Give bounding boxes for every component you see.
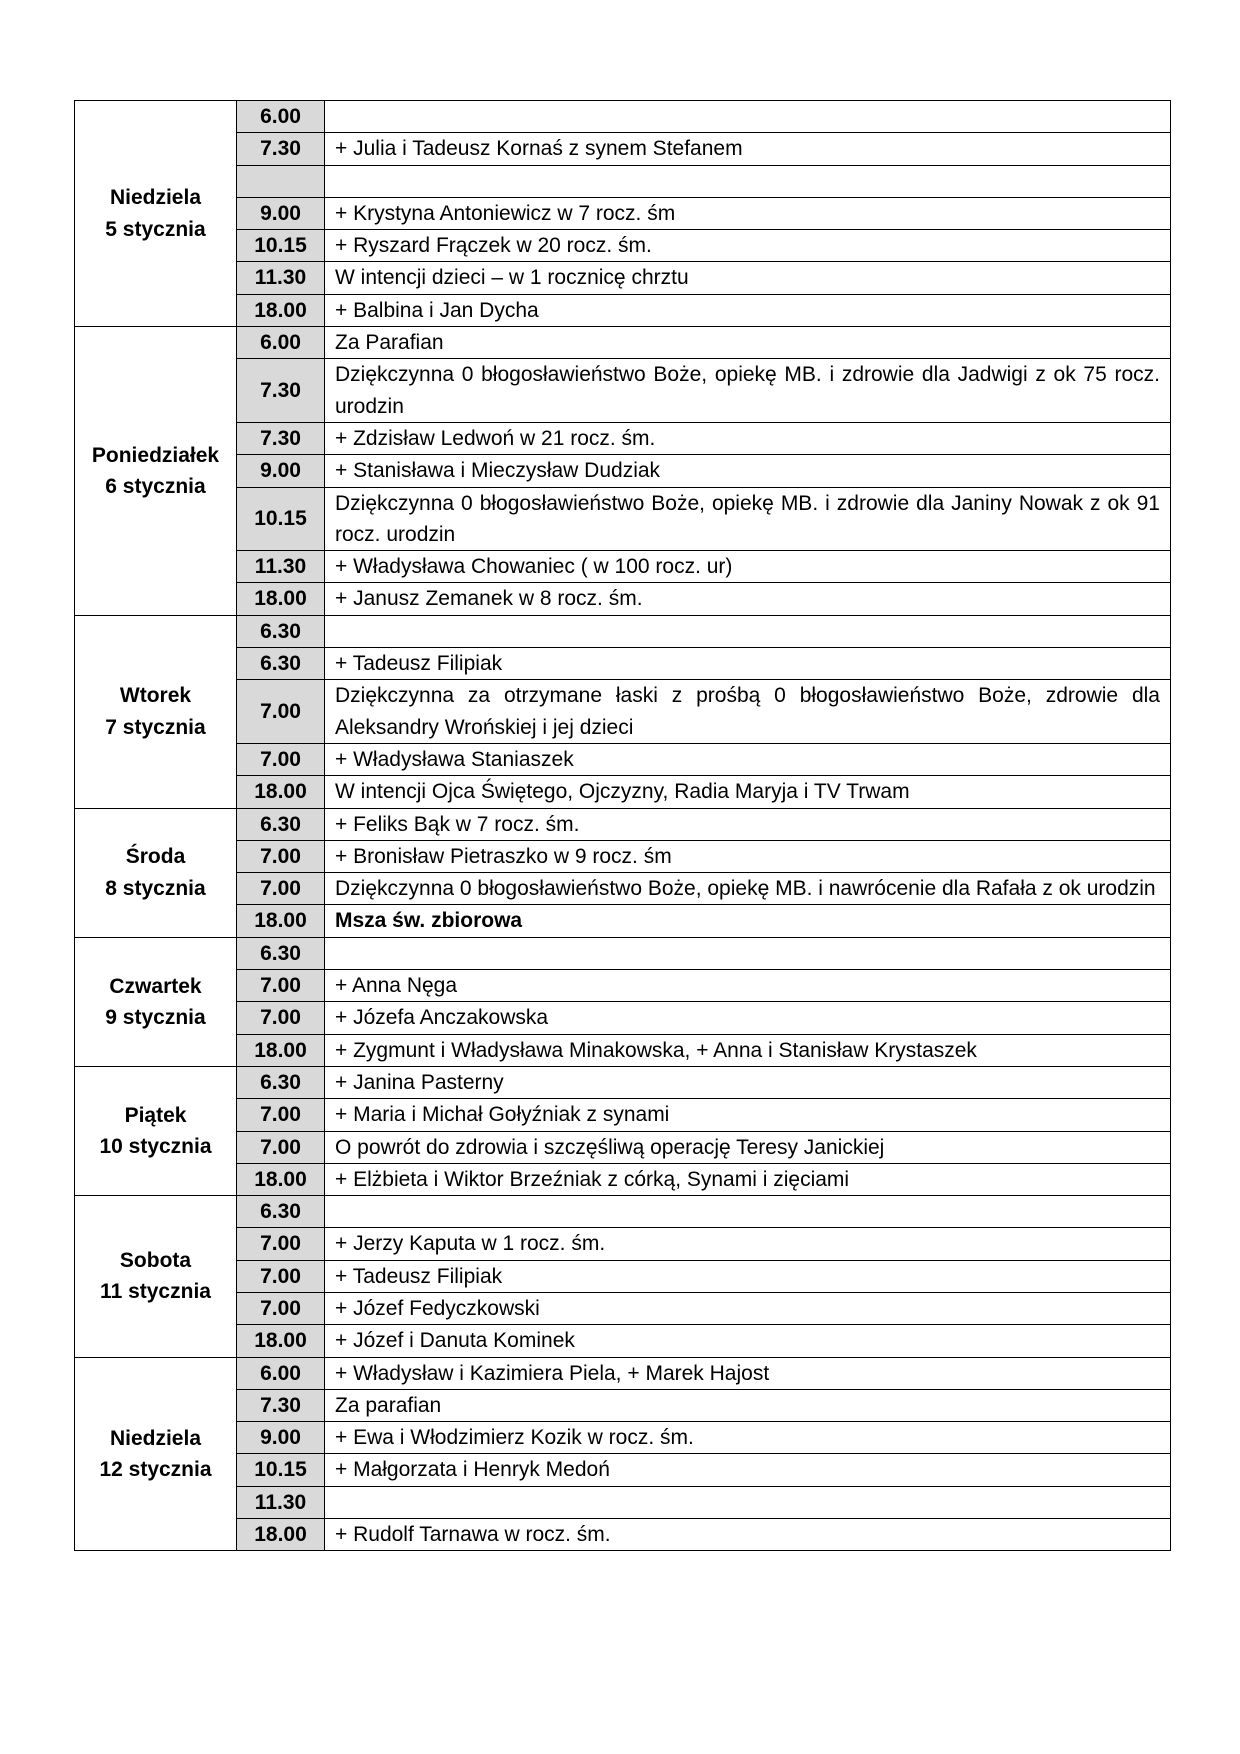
day-date: 9 stycznia	[105, 1005, 206, 1029]
mass-intention: + Ewa i Włodzimierz Kozik w rocz. śm.	[325, 1422, 1171, 1454]
table-row	[75, 1131, 1171, 1163]
mass-time: 7.00	[237, 840, 325, 872]
mass-time: 7.00	[237, 1099, 325, 1131]
table-row	[75, 905, 1171, 937]
mass-intention: Msza św. zbiorowa	[325, 905, 1171, 937]
mass-intention: + Elżbieta i Wiktor Brzeźniak z córką, Synami i zięciami	[325, 1163, 1171, 1195]
table-row	[75, 327, 1171, 359]
day-cell	[75, 101, 237, 327]
day-date: 7 stycznia	[105, 715, 206, 739]
mass-time: 18.00	[237, 776, 325, 808]
mass-intention: + Anna Nęga	[325, 970, 1171, 1002]
day-date: 8 stycznia	[105, 876, 206, 900]
table-row	[75, 422, 1171, 454]
mass-time: 7.00	[237, 1228, 325, 1260]
day-name: Poniedziałek	[91, 443, 220, 467]
table-row	[75, 873, 1171, 905]
table-row	[75, 1292, 1171, 1324]
day-cell	[75, 615, 237, 808]
mass-intention: + Rudolf Tarnawa w rocz. śm.	[325, 1519, 1171, 1551]
table-row	[75, 1389, 1171, 1421]
mass-intention: W intencji Ojca Świętego, Ojczyzny, Radia Maryja i TV Trwam	[325, 776, 1171, 808]
table-row	[75, 1454, 1171, 1486]
mass-intention: + Bronisław Pietraszko w 9 rocz. śm	[325, 840, 1171, 872]
mass-time: 6.30	[237, 1066, 325, 1098]
table-row	[75, 197, 1171, 229]
table-row	[75, 1196, 1171, 1228]
mass-time: 9.00	[237, 197, 325, 229]
table-row	[75, 970, 1171, 1002]
mass-time: 6.30	[237, 937, 325, 969]
mass-intention	[325, 1486, 1171, 1518]
mass-intention: + Krystyna Antoniewicz w 7 rocz. śm	[325, 197, 1171, 229]
mass-intention: + Julia i Tadeusz Kornaś z synem Stefanem	[325, 133, 1171, 165]
table-row	[75, 937, 1171, 969]
mass-time: 6.00	[237, 327, 325, 359]
mass-time: 9.00	[237, 455, 325, 487]
table-row	[75, 487, 1171, 551]
table-row	[75, 743, 1171, 775]
mass-time: 7.00	[237, 1002, 325, 1034]
mass-time: 7.00	[237, 680, 325, 744]
table-row	[75, 551, 1171, 583]
table-row	[75, 1163, 1171, 1195]
mass-intention: + Zdzisław Ledwoń w 21 rocz. śm.	[325, 422, 1171, 454]
mass-intention: + Jerzy Kaputa w 1 rocz. śm.	[325, 1228, 1171, 1260]
day-name: Środa	[125, 845, 186, 869]
mass-time: 7.00	[237, 1131, 325, 1163]
mass-intention: + Janusz Zemanek w 8 rocz. śm.	[325, 583, 1171, 615]
table-row	[75, 1260, 1171, 1292]
mass-intention	[325, 165, 1171, 197]
mass-time: 18.00	[237, 1163, 325, 1195]
table-row	[75, 1034, 1171, 1066]
table-row	[75, 230, 1171, 262]
mass-time: 6.30	[237, 808, 325, 840]
table-row	[75, 1519, 1171, 1551]
table-row	[75, 294, 1171, 326]
mass-time: 11.30	[237, 1486, 325, 1518]
table-row	[75, 1357, 1171, 1389]
table-row	[75, 359, 1171, 423]
table-row	[75, 1486, 1171, 1518]
mass-time: 7.00	[237, 743, 325, 775]
mass-intention: W intencji dzieci – w 1 rocznicę chrztu	[325, 262, 1171, 294]
mass-time: 7.00	[237, 1260, 325, 1292]
day-date: 6 stycznia	[105, 474, 206, 498]
mass-time: 7.00	[237, 1292, 325, 1324]
mass-intention: + Władysława Staniaszek	[325, 743, 1171, 775]
mass-intention: + Zygmunt i Władysława Minakowska, + Anna i Stanisław Krystaszek	[325, 1034, 1171, 1066]
table-row	[75, 101, 1171, 133]
mass-time	[237, 165, 325, 197]
table-row	[75, 1325, 1171, 1357]
table-row	[75, 262, 1171, 294]
mass-intention: + Tadeusz Filipiak	[325, 648, 1171, 680]
day-cell	[75, 808, 237, 937]
mass-schedule-table	[74, 100, 1171, 1551]
mass-time: 18.00	[237, 1325, 325, 1357]
mass-time: 7.30	[237, 359, 325, 423]
mass-time: 6.30	[237, 615, 325, 647]
day-cell	[75, 937, 237, 1066]
table-row	[75, 1002, 1171, 1034]
mass-intention	[325, 937, 1171, 969]
mass-intention: + Władysław i Kazimiera Piela, + Marek Hajost	[325, 1357, 1171, 1389]
mass-intention	[325, 1196, 1171, 1228]
mass-intention: Za Parafian	[325, 327, 1171, 359]
day-date: 10 stycznia	[99, 1135, 212, 1158]
mass-intention: + Ryszard Frączek w 20 rocz. śm.	[325, 230, 1171, 262]
day-name: Piątek	[124, 1103, 187, 1127]
day-name: Czwartek	[109, 974, 202, 998]
table-row	[75, 583, 1171, 615]
day-date: 5 stycznia	[105, 217, 206, 241]
mass-intention: Dziękczynna za otrzymane łaski z prośbą 0 błogosławieństwo Boże, zdrowie dla Aleksandry Wrońskiej i jej dzieci	[325, 680, 1171, 744]
mass-time: 7.00	[237, 970, 325, 1002]
mass-time: 7.30	[237, 133, 325, 165]
mass-intention: + Balbina i Jan Dycha	[325, 294, 1171, 326]
day-cell	[75, 327, 237, 616]
mass-intention	[325, 101, 1171, 133]
mass-intention: + Feliks Bąk w 7 rocz. śm.	[325, 808, 1171, 840]
mass-time: 7.30	[237, 422, 325, 454]
day-name: Niedziela	[109, 1426, 202, 1450]
day-date: 11 stycznia	[100, 1280, 211, 1304]
table-row	[75, 648, 1171, 680]
table-row	[75, 1099, 1171, 1131]
mass-time: 10.15	[237, 1454, 325, 1486]
day-cell	[75, 1196, 237, 1357]
mass-intention: + Stanisława i Mieczysław Dudziak	[325, 455, 1171, 487]
mass-intention: + Janina Pasterny	[325, 1066, 1171, 1098]
mass-time: 18.00	[237, 1519, 325, 1551]
table-row	[75, 840, 1171, 872]
mass-intention: + Tadeusz Filipiak	[325, 1260, 1171, 1292]
mass-intention: + Józefa Anczakowska	[325, 1002, 1171, 1034]
day-name: Sobota	[119, 1249, 192, 1273]
mass-intention: + Małgorzata i Henryk Medoń	[325, 1454, 1171, 1486]
table-row	[75, 1066, 1171, 1098]
mass-intention: Dziękczynna 0 błogosławieństwo Boże, opiekę MB. i zdrowie dla Jadwigi z ok 75 rocz. urodzin	[325, 359, 1171, 423]
mass-time: 6.30	[237, 648, 325, 680]
mass-time: 6.00	[237, 1357, 325, 1389]
table-row	[75, 808, 1171, 840]
mass-time: 18.00	[237, 905, 325, 937]
mass-intention: O powrót do zdrowia i szczęśliwą operację Teresy Janickiej	[325, 1131, 1171, 1163]
mass-intention: Dziękczynna 0 błogosławieństwo Boże, opiekę MB. i nawrócenie dla Rafała z ok urodzin	[325, 873, 1171, 905]
mass-time: 11.30	[237, 262, 325, 294]
table-row	[75, 165, 1171, 197]
day-name: Niedziela	[109, 186, 202, 210]
mass-intention	[325, 615, 1171, 647]
mass-time: 6.00	[237, 101, 325, 133]
mass-time: 10.15	[237, 230, 325, 262]
mass-time: 18.00	[237, 583, 325, 615]
mass-intention: Za parafian	[325, 1389, 1171, 1421]
table-row	[75, 133, 1171, 165]
mass-time: 7.00	[237, 873, 325, 905]
table-row	[75, 455, 1171, 487]
mass-intention: + Józef Fedyczkowski	[325, 1292, 1171, 1324]
mass-intention: Dziękczynna 0 błogosławieństwo Boże, opiekę MB. i zdrowie dla Janiny Nowak z ok 91 rocz. urodzin	[325, 487, 1171, 551]
mass-time: 18.00	[237, 1034, 325, 1066]
day-cell	[75, 1066, 237, 1195]
day-cell	[75, 1357, 237, 1551]
mass-time: 7.30	[237, 1389, 325, 1421]
table-row	[75, 1422, 1171, 1454]
day-name: Wtorek	[119, 684, 192, 708]
mass-time: 18.00	[237, 294, 325, 326]
mass-intention: + Józef i Danuta Kominek	[325, 1325, 1171, 1357]
mass-time: 10.15	[237, 487, 325, 551]
mass-time: 9.00	[237, 1422, 325, 1454]
mass-intention: + Maria i Michał Gołyźniak z synami	[325, 1099, 1171, 1131]
table-row	[75, 615, 1171, 647]
mass-time: 11.30	[237, 551, 325, 583]
day-date: 12 stycznia	[99, 1457, 212, 1481]
mass-time: 6.30	[237, 1196, 325, 1228]
schedule-body	[75, 101, 1171, 1551]
mass-intention: + Władysława Chowaniec ( w 100 rocz. ur)	[325, 551, 1171, 583]
table-row	[75, 680, 1171, 744]
table-row	[75, 1228, 1171, 1260]
table-row	[75, 776, 1171, 808]
